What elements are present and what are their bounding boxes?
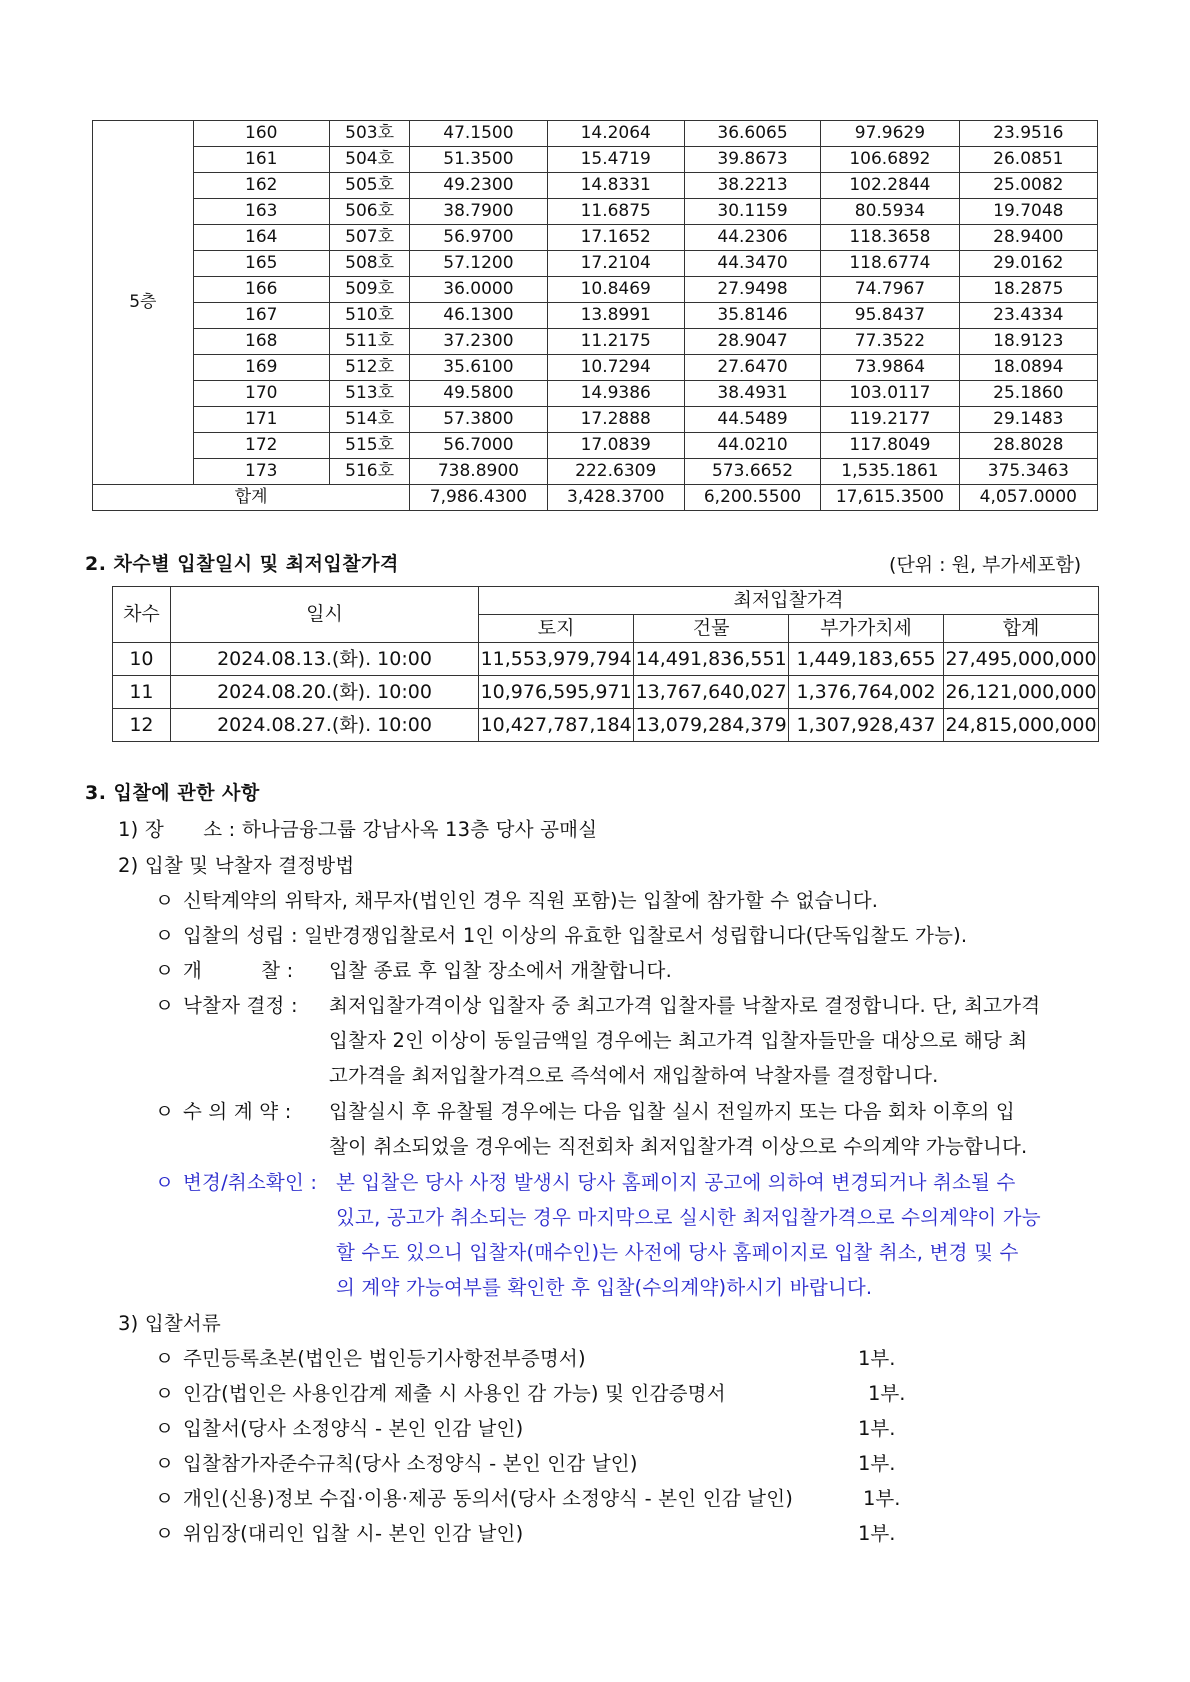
method-item-1: ㅇ 신탁계약의 위탁자, 채무자(법인인 경우 직원 포함)는 입찰에 참가할 수 없습니다. [155, 885, 878, 913]
table-cell: 74.7967 [821, 277, 959, 303]
table-row [93, 199, 1098, 225]
table-row [93, 355, 1098, 381]
table-cell: 10 [113, 643, 171, 676]
table-cell: 515호 [329, 433, 409, 459]
table-cell: 11,553,979,794 [479, 643, 634, 676]
table-cell: 13.8991 [547, 303, 684, 329]
table-cell: 164 [193, 225, 329, 251]
table-cell: 118.6774 [821, 251, 959, 277]
table-row [93, 225, 1098, 251]
doc-name: 입찰서(당사 소정양식 - 본인 인감 날인) [183, 1417, 524, 1440]
bullet-icon: ㅇ [155, 1382, 175, 1405]
bullet-icon: ㅇ [155, 1417, 175, 1440]
table-cell: 23.4334 [959, 303, 1097, 329]
table-cell: 73.9864 [821, 355, 959, 381]
table-row [113, 676, 1099, 709]
table-cell: 2024.08.13.(화). 10:00 [170, 643, 478, 676]
table-cell: 170 [193, 381, 329, 407]
table-cell: 25.1860 [959, 381, 1097, 407]
table-cell: 171 [193, 407, 329, 433]
table-cell: 57.1200 [410, 251, 547, 277]
method-item-6-cont2: 할 수도 있으니 입찰자(매수인)는 사전에 당사 홈페이지로 입찰 취소, 변경 및 수 [336, 1241, 1019, 1264]
table-cell: 12 [113, 709, 171, 742]
table-cell: 25.0082 [959, 173, 1097, 199]
doc-copies: 1부. [858, 1452, 896, 1475]
table-cell: 97.9629 [821, 121, 959, 147]
table-cell: 513호 [329, 381, 409, 407]
method-title: 2) 입찰 및 낙찰자 결정방법 [118, 854, 355, 877]
table-cell: 35.6100 [410, 355, 547, 381]
table-cell: 18.9123 [959, 329, 1097, 355]
method-item-4-cont2: 고가격을 최저입찰가격으로 즉석에서 재입찰하여 낙찰자를 결정합니다. [329, 1064, 939, 1087]
total-cell: 4,057.0000 [959, 485, 1097, 511]
table-cell: 173 [193, 459, 329, 485]
table-cell: 10.8469 [547, 277, 684, 303]
table-cell: 102.2844 [821, 173, 959, 199]
table-cell: 165 [193, 251, 329, 277]
section2-title: 2. 차수별 입찰일시 및 최저입찰가격 [85, 553, 399, 575]
bullet-icon: ㅇ [155, 889, 175, 912]
table-cell: 169 [193, 355, 329, 381]
doc-copies: 1부. [868, 1382, 906, 1405]
table-row [93, 173, 1098, 199]
table-cell: 11.2175 [547, 329, 684, 355]
table-row [93, 251, 1098, 277]
table-cell: 44.5489 [684, 407, 820, 433]
table-cell: 23.9516 [959, 121, 1097, 147]
bullet-icon: ㅇ [155, 1347, 175, 1370]
table-cell: 1,449,183,655 [789, 643, 944, 676]
table-row [93, 407, 1098, 433]
unit-note: (단위 : 원, 부가세포함) [889, 554, 1082, 576]
table-cell: 38.4931 [684, 381, 820, 407]
total-label: 합계 [93, 485, 410, 511]
table-cell: 506호 [329, 199, 409, 225]
table-cell: 738.8900 [410, 459, 547, 485]
table-cell: 2024.08.27.(화). 10:00 [170, 709, 478, 742]
table-cell: 508호 [329, 251, 409, 277]
table-cell: 95.8437 [821, 303, 959, 329]
table-cell: 222.6309 [547, 459, 684, 485]
method-item-4-cont1: 입찰자 2인 이상이 동일금액일 경우에는 최고가격 입찰자들만을 대상으로 해당 최 [329, 1029, 1028, 1052]
table-cell: 14.8331 [547, 173, 684, 199]
doc-item [155, 1483, 793, 1511]
total-cell: 17,615.3500 [821, 485, 959, 511]
table-cell: 514호 [329, 407, 409, 433]
table-cell: 17.0839 [547, 433, 684, 459]
table-cell: 162 [193, 173, 329, 199]
table-cell: 119.2177 [821, 407, 959, 433]
table-cell: 1,535.1861 [821, 459, 959, 485]
doc-item [155, 1448, 638, 1476]
doc-item [155, 1343, 586, 1371]
table-cell: 573.6652 [684, 459, 820, 485]
table-row [93, 121, 1098, 147]
method-item-6: ㅇ 변경/취소확인 : 본 입찰은 당사 사정 발생시 당사 홈페이지 공고에 의하여 변경되거나 취소될 수 [155, 1167, 1016, 1195]
table-cell: 15.4719 [547, 147, 684, 173]
header-land: 토지 [479, 615, 634, 643]
header-datetime: 일시 [170, 587, 478, 643]
header-vat: 부가가치세 [789, 615, 944, 643]
table-cell: 163 [193, 199, 329, 225]
doc-item [155, 1518, 523, 1546]
table-cell: 11 [113, 676, 171, 709]
table-cell: 14.9386 [547, 381, 684, 407]
doc-copies: 1부. [858, 1417, 896, 1440]
table-cell: 161 [193, 147, 329, 173]
table-cell: 18.0894 [959, 355, 1097, 381]
table-cell: 27.6470 [684, 355, 820, 381]
table-cell: 510호 [329, 303, 409, 329]
docs-title: 3) 입찰서류 [118, 1312, 221, 1335]
table-cell: 49.5800 [410, 381, 547, 407]
table-cell: 117.8049 [821, 433, 959, 459]
table-cell: 166 [193, 277, 329, 303]
doc-name: 위임장(대리인 입찰 시- 본인 인감 날인) [183, 1522, 524, 1545]
table-cell: 28.9047 [684, 329, 820, 355]
table-cell: 56.9700 [410, 225, 547, 251]
table-cell: 168 [193, 329, 329, 355]
table-cell: 10.7294 [547, 355, 684, 381]
table-cell: 13,079,284,379 [634, 709, 789, 742]
table-cell: 505호 [329, 173, 409, 199]
table-cell: 17.2104 [547, 251, 684, 277]
table-cell: 1,307,928,437 [789, 709, 944, 742]
table-row [93, 459, 1098, 485]
table-row [93, 303, 1098, 329]
total-row [93, 485, 1098, 511]
table-cell: 77.3522 [821, 329, 959, 355]
doc-item [155, 1378, 726, 1406]
method-item-6-cont3: 의 계약 가능여부를 확인한 후 입찰(수의계약)하시기 바랍니다. [336, 1276, 873, 1299]
table-cell: 44.3470 [684, 251, 820, 277]
table-cell: 35.8146 [684, 303, 820, 329]
doc-name: 개인(신용)정보 수집·이용·제공 동의서(당사 소정양식 - 본인 인감 날인) [183, 1487, 794, 1510]
header-building: 건물 [634, 615, 789, 643]
table-cell: 18.2875 [959, 277, 1097, 303]
bullet-icon: ㅇ [155, 959, 175, 982]
table-cell: 2024.08.20.(화). 10:00 [170, 676, 478, 709]
table-cell: 38.7900 [410, 199, 547, 225]
table-row [93, 329, 1098, 355]
method-item-5: ㅇ 수 의 계 약 : 입찰실시 후 유찰될 경우에는 다음 입찰 실시 전일까지 또는 다음 회차 이후의 입 [155, 1096, 1015, 1124]
table-cell: 28.8028 [959, 433, 1097, 459]
header-round: 차수 [113, 587, 171, 643]
total-cell: 7,986.4300 [410, 485, 547, 511]
bullet-icon: ㅇ [155, 1452, 175, 1475]
table-cell: 29.0162 [959, 251, 1097, 277]
table-cell: 39.8673 [684, 147, 820, 173]
section3-title: 3. 입찰에 관한 사항 [85, 782, 260, 804]
table-cell: 17.2888 [547, 407, 684, 433]
doc-item [155, 1413, 523, 1441]
table-cell: 30.1159 [684, 199, 820, 225]
table-cell: 160 [193, 121, 329, 147]
table-cell: 36.0000 [410, 277, 547, 303]
table-cell: 17.1652 [547, 225, 684, 251]
table-cell: 509호 [329, 277, 409, 303]
table-cell: 10,976,595,971 [479, 676, 634, 709]
doc-copies: 1부. [863, 1487, 901, 1510]
bid-schedule-table [112, 586, 1099, 742]
table-cell: 57.3800 [410, 407, 547, 433]
method-item-3: ㅇ 개 찰 : 입찰 종료 후 입찰 장소에서 개찰합니다. [155, 955, 672, 983]
table-row [113, 709, 1099, 742]
table-cell: 14.2064 [547, 121, 684, 147]
bullet-icon: ㅇ [155, 1522, 175, 1545]
table-cell: 10,427,787,184 [479, 709, 634, 742]
doc-name: 인감(법인은 사용인감계 제출 시 사용인 감 가능) 및 인감증명서 [183, 1382, 726, 1405]
doc-copies: 1부. [858, 1347, 896, 1370]
total-cell: 3,428.3700 [547, 485, 684, 511]
table-cell: 516호 [329, 459, 409, 485]
table-cell: 512호 [329, 355, 409, 381]
table-cell: 26.0851 [959, 147, 1097, 173]
table-cell: 46.1300 [410, 303, 547, 329]
floor-cell: 5층 [93, 121, 194, 485]
table-cell: 27,495,000,000 [943, 643, 1098, 676]
table-row [93, 277, 1098, 303]
table-cell: 36.6065 [684, 121, 820, 147]
table-cell: 511호 [329, 329, 409, 355]
units-table [92, 120, 1098, 511]
table-cell: 29.1483 [959, 407, 1097, 433]
doc-name: 입찰참가자준수규칙(당사 소정양식 - 본인 인감 날인) [183, 1452, 638, 1475]
table-cell: 1,376,764,002 [789, 676, 944, 709]
table-cell: 13,767,640,027 [634, 676, 789, 709]
header-total: 합계 [943, 615, 1098, 643]
method-item-6-cont1: 있고, 공고가 취소되는 경우 마지막으로 실시한 최저입찰가격으로 수의계약이 가능 [336, 1206, 1041, 1229]
bullet-icon: ㅇ [155, 1171, 175, 1194]
table-cell: 44.0210 [684, 433, 820, 459]
table-cell: 507호 [329, 225, 409, 251]
table-cell: 103.0117 [821, 381, 959, 407]
bullet-icon: ㅇ [155, 1487, 175, 1510]
table-cell: 19.7048 [959, 199, 1097, 225]
doc-copies: 1부. [858, 1522, 896, 1545]
doc-name: 주민등록초본(법인은 법인등기사항전부증명서) [183, 1347, 586, 1370]
table-cell: 118.3658 [821, 225, 959, 251]
table-cell: 37.2300 [410, 329, 547, 355]
table-cell: 24,815,000,000 [943, 709, 1098, 742]
header-min-price: 최저입찰가격 [479, 587, 1099, 615]
table-cell: 503호 [329, 121, 409, 147]
table-cell: 38.2213 [684, 173, 820, 199]
table-row [113, 643, 1099, 676]
table-cell: 28.9400 [959, 225, 1097, 251]
place-line: 1) 장 소 : 하나금융그룹 강남사옥 13층 당사 공매실 [118, 818, 598, 841]
table-cell: 27.9498 [684, 277, 820, 303]
bullet-icon: ㅇ [155, 1100, 175, 1123]
table-row [93, 147, 1098, 173]
table-cell: 47.1500 [410, 121, 547, 147]
table-cell: 11.6875 [547, 199, 684, 225]
table-cell: 44.2306 [684, 225, 820, 251]
table-cell: 80.5934 [821, 199, 959, 225]
table-row [93, 381, 1098, 407]
method-item-2: ㅇ 입찰의 성립 : 일반경쟁입찰로서 1인 이상의 유효한 입찰로서 성립합니다(단독입찰도 가능). [155, 920, 967, 948]
method-item-5-cont1: 찰이 취소되었을 경우에는 직전회차 최저입찰가격 이상으로 수의계약 가능합니다. [329, 1135, 1028, 1158]
bullet-icon: ㅇ [155, 924, 175, 947]
method-item-4: ㅇ 낙찰자 결정 : 최저입찰가격이상 입찰자 중 최고가격 입찰자를 낙찰자로 결정합니다. 단, 최고가격 [155, 990, 1040, 1018]
table-cell: 51.3500 [410, 147, 547, 173]
bullet-icon: ㅇ [155, 994, 175, 1017]
table-cell: 56.7000 [410, 433, 547, 459]
table-cell: 167 [193, 303, 329, 329]
table-row [93, 433, 1098, 459]
total-cell: 6,200.5500 [684, 485, 820, 511]
table-cell: 26,121,000,000 [943, 676, 1098, 709]
table-cell: 14,491,836,551 [634, 643, 789, 676]
table-cell: 172 [193, 433, 329, 459]
table-cell: 49.2300 [410, 173, 547, 199]
table-cell: 375.3463 [959, 459, 1097, 485]
table-cell: 504호 [329, 147, 409, 173]
table-cell: 106.6892 [821, 147, 959, 173]
